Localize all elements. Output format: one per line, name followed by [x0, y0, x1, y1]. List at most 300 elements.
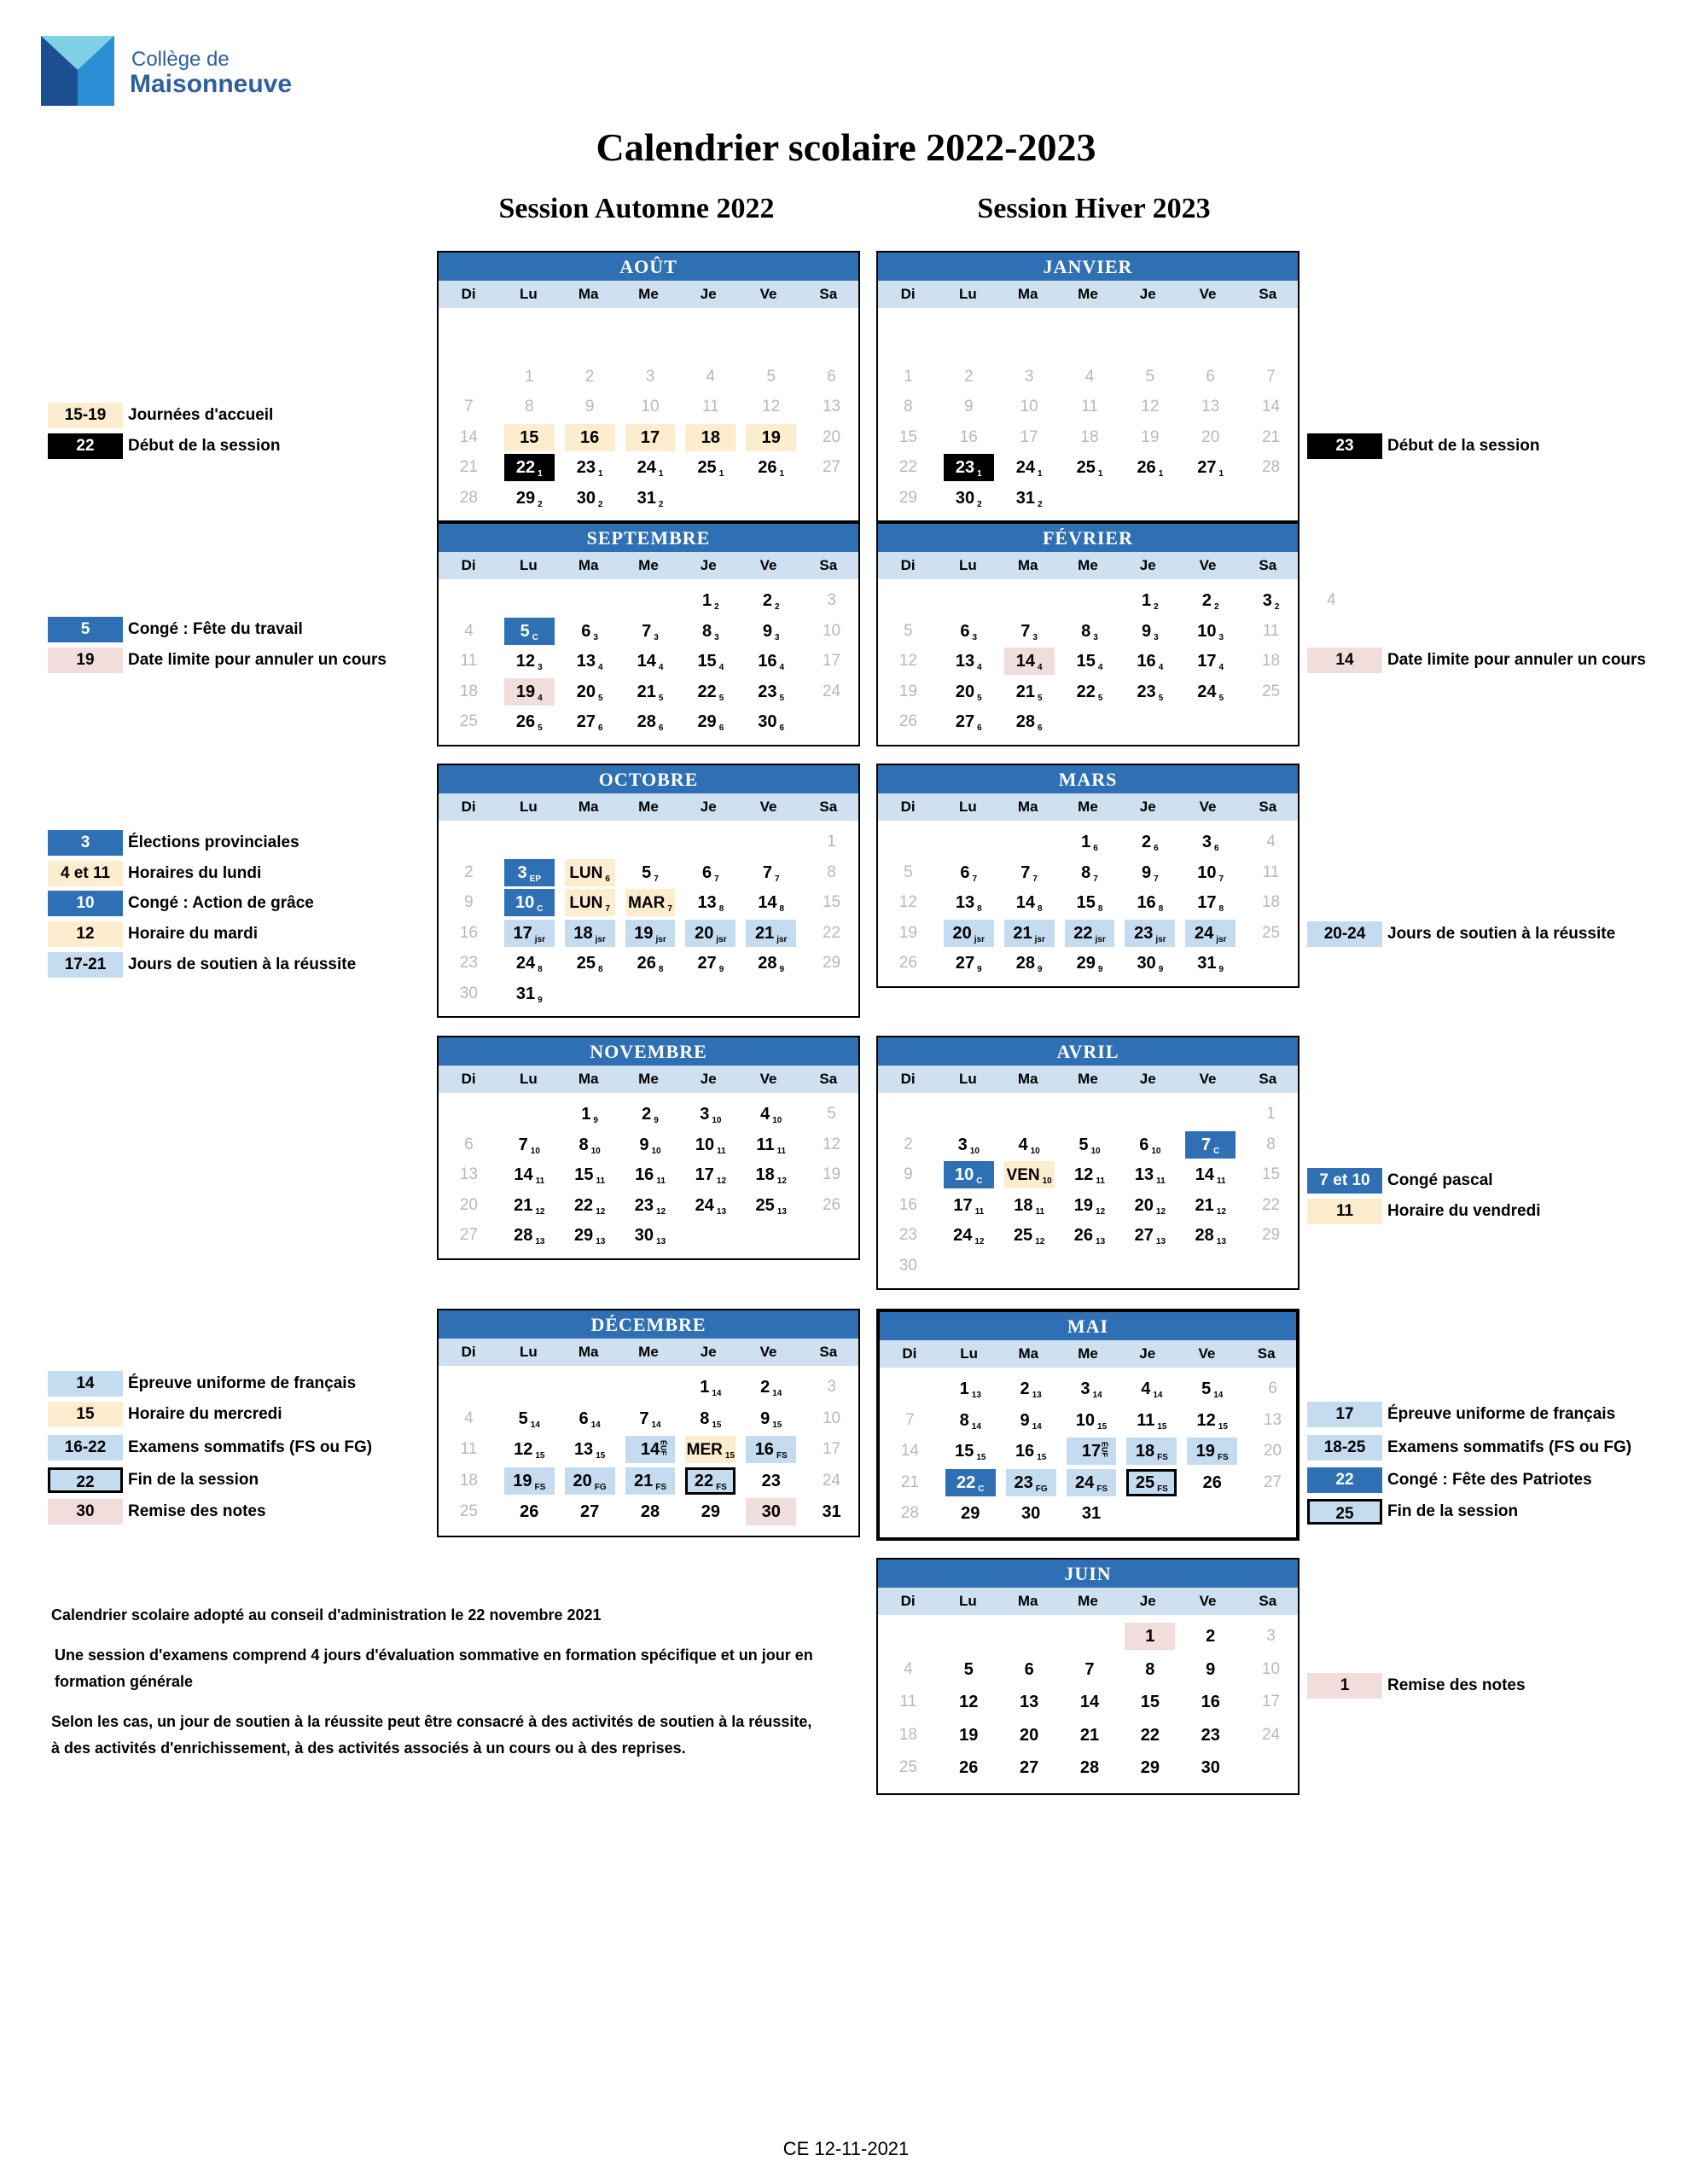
- day-marker: 5: [658, 693, 664, 703]
- day-number: 14 $_{11}$: [1195, 1165, 1226, 1186]
- day-marker: 3: [972, 632, 978, 642]
- calendar-day: [939, 707, 999, 736]
- legend-swatch: 20-24: [1307, 921, 1382, 947]
- day-number: 1 $_9$: [581, 1105, 598, 1125]
- calendar-day: [1180, 1160, 1241, 1189]
- day-marker: FG: [594, 1482, 607, 1492]
- weekday-label: Lu: [959, 286, 977, 302]
- calendar-day: [1061, 1468, 1122, 1497]
- legend-swatch: 12: [48, 921, 123, 947]
- session-winter-title: Session Hiver 2023: [977, 193, 1211, 224]
- weekday-label: Me: [1078, 1071, 1098, 1087]
- calendar-day: [999, 647, 1060, 676]
- calendar-day: [1060, 1687, 1120, 1716]
- calendar-day: [801, 1497, 862, 1526]
- weekend-day: 11: [1081, 398, 1098, 415]
- month-days: [439, 579, 858, 745]
- day-marker: 2: [1037, 499, 1043, 509]
- calendar-day: [999, 1221, 1060, 1250]
- day-number: 10 $_{11}$: [695, 1135, 726, 1156]
- page-title: Calendrier scolaire 2022-2023: [596, 125, 1096, 169]
- day-marker: jsr: [1034, 934, 1045, 944]
- day-number: 7 $_{14}$: [639, 1409, 661, 1430]
- month-name: FÉVRIER: [878, 524, 1298, 552]
- day-marker: 13: [971, 1391, 981, 1400]
- calendar-day: [741, 1373, 801, 1402]
- calendar-day: [999, 617, 1060, 646]
- day-number: 4 $_{10}$: [760, 1105, 782, 1125]
- weekday-label: Lu: [959, 1071, 977, 1087]
- calendar-day: [741, 1130, 801, 1159]
- calendar-day: [499, 484, 560, 513]
- day-marker: C: [532, 632, 538, 642]
- day-marker: 7: [1218, 874, 1224, 884]
- calendar-day: [560, 919, 620, 948]
- legend-swatch: 3: [48, 830, 123, 856]
- calendar-day: [560, 888, 620, 917]
- day-marker: 6: [597, 723, 603, 733]
- calendar-day: [1060, 949, 1120, 978]
- day-number: 16 $_{15}$: [1015, 1442, 1047, 1462]
- day-marker: FS: [716, 1482, 727, 1492]
- weekday-label: Me: [1078, 799, 1098, 815]
- month-name: AVRIL: [878, 1037, 1298, 1066]
- weekend-day: 15: [1261, 1165, 1281, 1183]
- day-number: 26: [959, 1758, 979, 1777]
- calendar-day: [741, 1404, 801, 1433]
- month-name: JANVIER: [878, 253, 1298, 281]
- weekday-label: Ve: [1199, 1071, 1217, 1087]
- month-5: [876, 764, 1300, 988]
- weekday-label: Ma: [578, 286, 599, 302]
- month-days: [439, 1093, 858, 1258]
- day-number: 6 $_3$: [581, 621, 598, 642]
- weekend-day: 25: [898, 1758, 917, 1776]
- day-marker: 4: [718, 663, 724, 672]
- day-marker: 15: [724, 1451, 736, 1461]
- calendar-day: [1119, 1687, 1180, 1716]
- day-number: 25 $_1$: [697, 458, 724, 479]
- weekend-day: 5: [827, 1105, 836, 1123]
- weekend-day: 1: [904, 367, 913, 386]
- day-marker: 12: [974, 1237, 985, 1246]
- calendar-day: [1180, 1221, 1241, 1250]
- calendar-day: [940, 1437, 1001, 1466]
- calendar-day: [560, 647, 620, 676]
- weekday-label: Je: [700, 1071, 717, 1087]
- day-number: 24 $_{FS}$: [1074, 1472, 1108, 1494]
- calendar-day: [939, 888, 999, 917]
- day-number: 5: [963, 1659, 974, 1679]
- day-number: 12 $_3$: [515, 652, 543, 672]
- weekend-day: 18: [459, 682, 478, 700]
- day-marker: jsr: [595, 934, 606, 944]
- day-number: 3 $_2$: [1262, 591, 1280, 612]
- weekday-header: [878, 281, 1298, 308]
- calendar-day: [620, 617, 681, 646]
- day-number: 17 $_{12}$: [695, 1165, 727, 1186]
- day-marker: 2: [977, 499, 982, 509]
- day-number: 28: [1079, 1758, 1100, 1777]
- legend-text: Congé pascal: [1387, 1171, 1493, 1189]
- day-number: 14 $_8$: [758, 893, 785, 914]
- day-marker: 15: [596, 1451, 606, 1461]
- day-number: 16 $_4$: [758, 652, 785, 672]
- legend-swatch: 4 et 11: [48, 861, 123, 886]
- day-number: 9 $_3$: [1142, 621, 1159, 642]
- calendar-day: [741, 858, 801, 887]
- weekday-label: Me: [638, 799, 659, 815]
- day-marker: 15: [535, 1451, 545, 1461]
- weekday-label: Di: [461, 557, 476, 573]
- weekend-day: 20: [1263, 1442, 1282, 1460]
- calendar-day: [680, 1467, 741, 1496]
- month-name: MARS: [878, 765, 1298, 793]
- day-marker: C: [1213, 1146, 1220, 1156]
- legend-swatch: 14: [1307, 648, 1382, 673]
- weekend-day: 26: [822, 1195, 841, 1214]
- day-marker: jsr: [1095, 934, 1106, 944]
- day-number: 3 $_{10}$: [700, 1105, 722, 1125]
- weekday-label: Di: [461, 286, 476, 302]
- day-number: 28 $_9$: [1015, 954, 1043, 974]
- day-number: 16 $_{11}$: [635, 1165, 666, 1186]
- calendar-day: [1241, 586, 1301, 615]
- day-number: 5 $_{14}$: [1201, 1380, 1224, 1400]
- day-number: 18 $_{11}$: [1014, 1195, 1045, 1217]
- day-number: 13 $_4$: [955, 652, 982, 672]
- calendar-day: [939, 677, 999, 706]
- day-number: 24 $_{13}$: [695, 1195, 727, 1217]
- day-number: 5 $_{14}$: [518, 1409, 540, 1430]
- calendar-day: [499, 1404, 560, 1433]
- calendar-day: [560, 423, 620, 452]
- weekday-label: Je: [1139, 557, 1156, 573]
- day-marker: 9: [718, 965, 724, 974]
- calendar-day: [680, 1497, 741, 1526]
- legend-item-right: [1307, 1672, 1526, 1699]
- day-marker: 5: [1037, 693, 1043, 703]
- day-number: 23 $_5$: [1137, 682, 1164, 703]
- day-marker: jsr: [1216, 934, 1227, 944]
- calendar-day: [680, 1160, 741, 1189]
- day-number: 30: [1201, 1758, 1220, 1777]
- day-marker: 2: [1213, 602, 1219, 612]
- day-number: 9 $_7$: [1142, 863, 1159, 884]
- day-number: 15 $_{11}$: [574, 1165, 606, 1186]
- day-marker: 1: [658, 469, 664, 479]
- day-number: 2 $_2$: [1201, 591, 1219, 612]
- day-marker: 1: [538, 469, 543, 479]
- weekday-label: Ma: [578, 1071, 599, 1087]
- calendar-day: [680, 1435, 741, 1464]
- day-marker: 3: [774, 632, 780, 642]
- day-number: 8 $_{15}$: [700, 1409, 722, 1430]
- day-number: 9 $_{14}$: [1020, 1410, 1042, 1432]
- weekend-day: 18: [459, 1471, 478, 1490]
- month-name: NOVEMBRE: [439, 1037, 858, 1066]
- day-marker: 1: [718, 469, 724, 479]
- legend-text: Début de la session: [128, 437, 281, 455]
- weekday-header: [439, 552, 858, 579]
- logo-mark-icon: [41, 36, 114, 106]
- weekend-day: 6: [464, 1135, 474, 1153]
- day-marker: 1: [1218, 469, 1224, 479]
- day-number: 8: [1145, 1659, 1155, 1679]
- calendar-day: [680, 858, 741, 887]
- calendar-day: [1180, 1655, 1241, 1684]
- calendar-day: [999, 858, 1060, 887]
- day-number: 26: [1202, 1472, 1222, 1492]
- weekday-label: Ma: [1017, 1071, 1038, 1087]
- weekend-day: 4: [904, 1659, 913, 1678]
- weekend-day: 6: [1268, 1380, 1277, 1397]
- day-marker: 2: [538, 499, 543, 509]
- day-number: MAR $_7$: [628, 894, 672, 914]
- day-number: 16: [1201, 1693, 1220, 1711]
- day-number: 16 $_{FS}$: [754, 1440, 788, 1461]
- legend-text: Épreuve uniforme de français: [1387, 1405, 1616, 1423]
- weekend-day: 7: [905, 1410, 915, 1429]
- weekday-header: [439, 1339, 858, 1366]
- day-marker: 5: [538, 723, 543, 733]
- day-marker: 14: [712, 1389, 722, 1398]
- day-number: 30 $_6$: [758, 712, 785, 733]
- day-number: 17 $_8$: [1197, 893, 1224, 914]
- calendar-day: [999, 1687, 1060, 1716]
- calendar-day: [680, 1100, 741, 1129]
- month-name: SEPTEMBRE: [439, 524, 858, 552]
- calendar-day: [560, 1130, 620, 1159]
- calendar-day: [741, 677, 801, 706]
- calendar-day: [741, 1435, 801, 1464]
- day-number: 17 $_{jsr}$: [513, 923, 545, 944]
- day-number: 2: [1206, 1627, 1216, 1646]
- legend-text: Horaires du lundi: [128, 864, 262, 882]
- month-1: [876, 251, 1300, 522]
- calendar-day: [999, 707, 1060, 736]
- day-marker: 2: [1154, 602, 1159, 612]
- weekday-label: Ma: [1017, 286, 1038, 302]
- calendar-day: [939, 858, 999, 887]
- day-number: 27 $_9$: [955, 954, 982, 974]
- legend-text: Fin de la session: [1387, 1502, 1519, 1520]
- calendar-day: [1001, 1406, 1061, 1435]
- calendar-day: [940, 1499, 1001, 1528]
- weekend-day: 24: [1261, 1725, 1281, 1744]
- day-number: 29 $_9$: [1076, 954, 1103, 974]
- day-marker: 6: [1154, 844, 1159, 853]
- day-marker: 13: [716, 1206, 727, 1217]
- weekday-label: Sa: [819, 799, 838, 815]
- day-marker: 6: [605, 874, 610, 884]
- weekend-day: 2: [584, 367, 595, 386]
- weekday-label: Ve: [759, 286, 777, 302]
- day-marker: 2: [658, 499, 664, 509]
- day-number: 30 $_2$: [955, 488, 982, 509]
- day-marker: jsr: [1155, 934, 1166, 944]
- weekend-day: 11: [1262, 621, 1280, 640]
- day-marker: 9: [779, 965, 785, 974]
- day-marker: 8: [1158, 904, 1164, 914]
- day-number: 6 $_7$: [960, 863, 978, 884]
- calendar-day: [499, 423, 560, 452]
- calendar-day: [1119, 1221, 1180, 1250]
- day-number: 7 $_7$: [1020, 863, 1038, 884]
- day-number: 24 $_{jsr}$: [1194, 923, 1227, 944]
- day-marker: 12: [1035, 1237, 1045, 1246]
- calendar-day: [560, 1221, 620, 1250]
- day-number: 2 $_2$: [762, 591, 780, 612]
- weekend-day: 10: [822, 621, 841, 640]
- day-number: 9 $_3$: [762, 621, 780, 642]
- day-number: 19: [761, 427, 781, 447]
- weekend-day: 10: [822, 1409, 841, 1427]
- day-number: 21 $_{FS}$: [633, 1471, 666, 1492]
- calendar-day: [680, 586, 741, 615]
- day-number: 31 $_9$: [1197, 954, 1224, 974]
- day-marker: 6: [1037, 723, 1043, 733]
- day-marker: 13: [1032, 1391, 1042, 1400]
- day-marker: 14: [530, 1420, 540, 1430]
- month-10: [876, 1558, 1300, 1795]
- day-marker: 2: [714, 602, 719, 612]
- calendar-day: [741, 1100, 801, 1129]
- day-number: 16: [580, 427, 600, 447]
- day-number: 9: [1206, 1659, 1216, 1679]
- calendar-day: [620, 1100, 681, 1129]
- weekday-label: Ma: [1017, 557, 1038, 573]
- calendar-day: [741, 647, 801, 676]
- calendar-day: [1060, 1753, 1120, 1782]
- day-marker: 7: [972, 874, 978, 884]
- day-number: 14: [640, 1440, 660, 1459]
- day-number: 2 $_{13}$: [1020, 1380, 1042, 1400]
- calendar-day: [499, 949, 560, 978]
- day-marker: 7: [667, 904, 672, 914]
- calendar-day: [499, 617, 560, 646]
- weekend-day: 27: [1263, 1472, 1282, 1491]
- day-number: 28 $_9$: [758, 954, 785, 974]
- calendar-day: [560, 453, 620, 482]
- weekend-day: 4: [464, 1409, 474, 1427]
- weekend-day: 12: [762, 398, 781, 415]
- weekend-day: 6: [827, 367, 836, 386]
- month-8: [437, 1309, 860, 1537]
- legend-text: Début de la session: [1387, 437, 1540, 455]
- day-marker: 2: [1274, 602, 1280, 612]
- legend-item-left: [48, 890, 314, 917]
- weekend-day: 4: [706, 367, 716, 386]
- weekday-label: Di: [900, 557, 916, 573]
- note-exam-session: Une session d'examens comprend 4 jours d'évaluation sommative en formation spécifique et un jour en formation générale: [55, 1647, 813, 1690]
- day-number: 4 $_{14}$: [1141, 1380, 1163, 1400]
- legend-swatch: 15-19: [48, 403, 123, 428]
- weekday-label: Ma: [1017, 799, 1038, 815]
- weekday-label: Sa: [1259, 1593, 1277, 1609]
- month-name: DÉCEMBRE: [439, 1310, 858, 1339]
- day-marker: 1: [1037, 469, 1043, 479]
- legend-item-left: [48, 1498, 266, 1525]
- day-marker: 10: [969, 1146, 980, 1156]
- day-marker: 6: [779, 723, 785, 733]
- calendar-day: [939, 919, 999, 948]
- calendar-day: [1121, 1406, 1182, 1435]
- day-number: 31 $_9$: [515, 984, 543, 1005]
- weekend-day: 12: [898, 893, 917, 911]
- calendar-day: [1121, 1437, 1182, 1466]
- calendar-day: [1180, 1721, 1241, 1750]
- calendar-day: [1182, 1468, 1242, 1497]
- weekday-label: Je: [1139, 286, 1156, 302]
- day-number: 26 $_8$: [637, 954, 664, 974]
- day-number: 20 $_5$: [955, 682, 982, 703]
- legend-item-left: [48, 647, 387, 674]
- day-number: 2 $_6$: [1142, 833, 1159, 853]
- weekend-day: 4: [1084, 367, 1095, 386]
- day-marker: 3: [1093, 632, 1098, 642]
- day-marker: 8: [1037, 904, 1043, 914]
- calendar-day: [680, 707, 741, 736]
- day-number: 29: [1140, 1758, 1160, 1777]
- calendar-day: [1119, 453, 1180, 482]
- day-marker: 4: [779, 663, 785, 672]
- day-number: 22 $_5$: [1076, 682, 1103, 703]
- calendar-day: [499, 1130, 560, 1159]
- calendar-day: [1119, 1721, 1180, 1750]
- weekend-day: 8: [827, 863, 836, 881]
- weekend-day: 25: [459, 1502, 478, 1520]
- weekend-day: 23: [459, 954, 478, 972]
- day-marker: 12: [656, 1206, 666, 1217]
- legend-item-left: [48, 951, 356, 979]
- day-number: 15 $_4$: [1076, 652, 1103, 672]
- day-number: 29: [701, 1502, 720, 1521]
- day-marker: 7: [1154, 874, 1159, 884]
- day-number: 30 $_2$: [576, 488, 603, 509]
- day-number: 10 $_3$: [1197, 621, 1224, 642]
- day-number: 13 $_{11}$: [1134, 1165, 1166, 1186]
- calendar-day: [1001, 1437, 1061, 1466]
- day-number: 23: [1201, 1725, 1220, 1745]
- calendar-day: [741, 919, 801, 948]
- weekend-day: 5: [766, 367, 776, 386]
- weekend-day: 15: [822, 893, 841, 911]
- calendar-day: [499, 1191, 560, 1220]
- day-number: 29: [961, 1504, 980, 1523]
- month-days: [878, 308, 1298, 520]
- weekend-day: 22: [1261, 1195, 1281, 1214]
- legend-item-left: [48, 1401, 282, 1428]
- calendar-day: [1061, 1437, 1122, 1466]
- calendar-day: [999, 1721, 1060, 1750]
- weekend-day: 13: [1201, 398, 1220, 415]
- weekday-label: Je: [700, 557, 717, 573]
- day-number: 28 $_{13}$: [514, 1226, 545, 1246]
- weekend-day: 1: [1266, 1105, 1276, 1123]
- month-days: [878, 579, 1336, 745]
- day-marker: 14: [1213, 1391, 1224, 1400]
- weekend-day: 25: [1261, 923, 1281, 942]
- day-number: 3 $_6$: [1201, 833, 1219, 853]
- calendar-day: [741, 586, 801, 615]
- day-marker: 6: [1093, 844, 1098, 853]
- calendar-day: [939, 1753, 999, 1782]
- day-number: 10 $_7$: [1197, 863, 1224, 884]
- calendar-day: [999, 1753, 1060, 1782]
- day-marker: 1: [1158, 469, 1164, 479]
- weekend-day: 11: [1262, 863, 1280, 881]
